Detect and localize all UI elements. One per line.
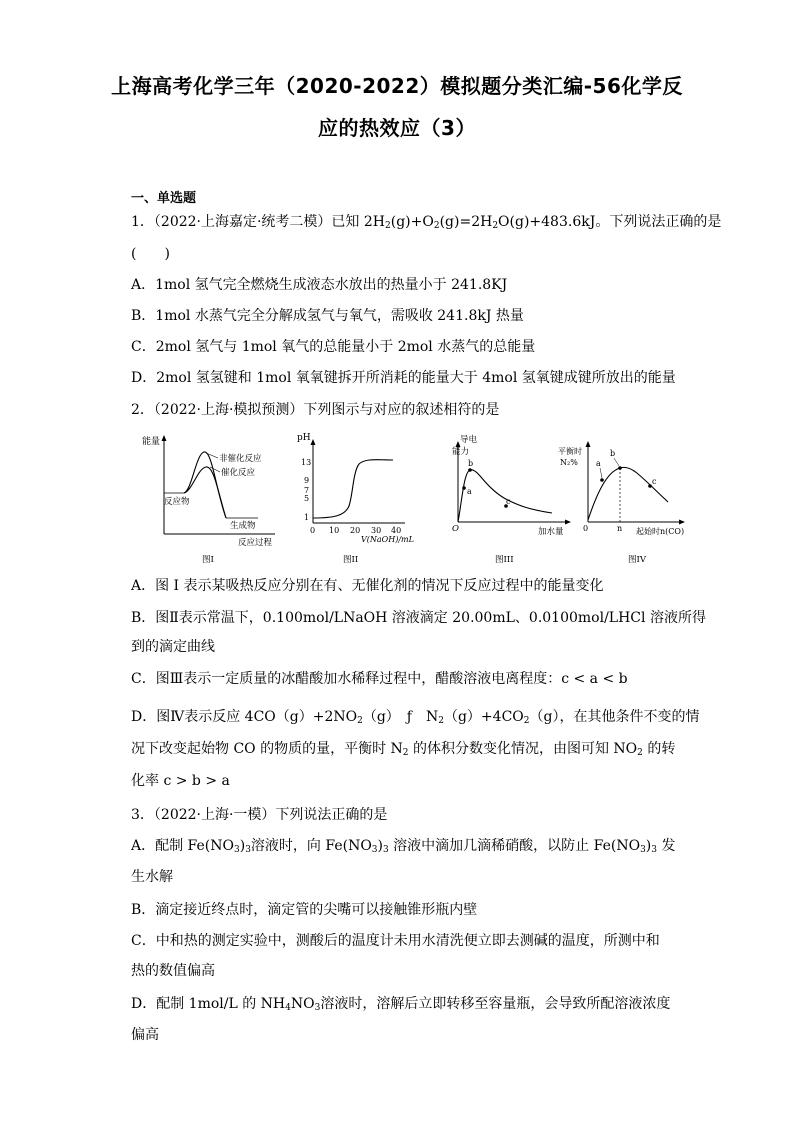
fig4-ylabel2: N₂% [560,458,578,467]
fig2-caption: 图II [343,555,359,565]
figure-2 [293,430,423,569]
fig3-label-b: b [468,459,474,468]
fig1-cat-curve [184,467,226,518]
q2-option-a: A．图 I 表示某吸热反应分别在有、无催化剂的情况下反应过程中的能量变化 [131,578,604,594]
fig2-ytick-1: 1 [304,513,310,522]
fig4-label-a: a [596,459,601,468]
q1-option-b: B．1mol 水蒸气完全分解成氢气与氧气，需吸收 241.8kJ 热量 [131,308,524,324]
q3-option-c-line1: C．中和热的测定实验中，测酸后的温度计未用水清洗便立即去测碱的温度，所测中和 [131,933,660,949]
fig4-x-arrow [679,520,685,525]
fig2-xtick-10: 10 [329,526,340,535]
q1-option-a: A．1mol 氢气完全燃烧生成液态水放出的热量小于 241.8KJ [131,277,508,293]
fig4-b-leader [614,458,619,466]
fig4-caption: 图IV [628,555,646,565]
fig3-point-a [462,486,466,490]
fig3-conductivity-curve [458,470,552,522]
q2-option-b-line1: B．图Ⅱ表示常温下，0.100mol/LNaOH 溶液滴定 20.00mL、0.0100mol/LHCl 溶液所得 [131,610,706,626]
fig1-cat-label: 催化反应 [221,468,256,478]
fig4-label-b: b [610,449,616,458]
fig2-xtick-40: 40 [391,526,402,535]
fig3-point-b [468,468,472,472]
fig4-ylabel1: 平衡时 [558,447,582,456]
fig2-ytick-9: 9 [304,476,310,485]
fig4-label-c: c [652,477,657,486]
q2-option-c: C．图Ⅲ表示一定质量的冰醋酸加水稀释过程中，醋酸溶液电离程度：c < a < b [131,671,628,687]
fig4-y-arrow [586,441,591,447]
fig4-xlabel: 起始时n(CO) [636,527,685,536]
section-heading: 一、单选题 [131,191,197,206]
q1-answer-paren: ( ) [131,246,170,262]
fig1-noncat-leader [206,453,218,458]
page-title-line1: 上海高考化学三年（2020-2022）模拟题分类汇编-56化学反 [111,74,683,98]
fig3-label-a: a [467,487,472,496]
q1-option-c: C．2mol 氢气与 1mol 氧气的总能量小于 2mol 水蒸气的总能量 [131,339,536,355]
fig3-ylabel1: 导电 [460,435,478,445]
fig3-x-arrow [565,520,571,525]
fig2-xlabel: V(NaOH)/mL [361,535,414,544]
fig2-y-arrow [311,439,316,445]
fig2-xtick-0: 0 [310,526,316,535]
fig4-n-label: n [617,524,623,533]
fig4-point-a [600,478,604,482]
fig3-label-c: c [506,497,511,506]
q2-stem: 2．（2022·上海·模拟预测）下列图示与对应的叙述相符的是 [131,402,500,418]
fig1-product-label: 生成物 [230,521,256,531]
fig4-n2-curve [588,467,668,520]
fig2-xtick-30: 30 [371,526,382,535]
q3-option-d-line2: 偏高 [131,1027,159,1043]
q3-option-a-line1: A．配制 $Fe(NO_3)_3$溶液时，向 $Fe(NO_3)_3$ 溶液中滴加几滴稀硝酸，以防止 $Fe(NO_3)_3$ 发 [131,838,676,855]
fig3-xlabel: 加水量 [538,527,564,537]
fig2-ylabel: pH [297,433,311,443]
q1-option-d: D．2mol 氢氢键和 1mol 氧氧键拆开所消耗的能量大于 4mol 氢氧键成键所放出的能量 [131,370,676,386]
fig2-titration-curve [313,460,393,518]
q3-stem: 3．（2022·上海·一模）下列说法正确的是 [131,807,388,823]
q3-option-a-line2: 生水解 [131,869,173,885]
fig3-ylabel2: 能力 [452,447,470,457]
fig2-xtick-20: 20 [350,526,361,535]
fig4-a-leader [600,468,602,478]
fig1-noncat-label: 非催化反应 [219,454,262,464]
fig3-caption: 图III [495,555,514,565]
fig3-origin: O [452,524,459,534]
q2-option-d-line2: 况下改变起始物 CO 的物质的量，平衡时 $N_2$ 的体积分数变化情况，由图可知 $NO_2$ 的转 [131,741,676,758]
fig1-y-arrow [162,435,167,441]
page-title-line2: 应的热效应（3） [318,116,476,140]
fig2-ytick-7: 7 [304,486,310,495]
fig2-ytick-5: 5 [304,494,310,503]
q3-option-d-line1: D．配制 1mol/L 的 $NH_4NO_3$溶液时，溶解后立即转移至容量瓶，会导致所配溶液浓度 [131,996,671,1013]
figure-4 [558,430,688,569]
fig1-ylabel: 能量 [142,437,161,447]
q2-option-d-line1: D．图Ⅳ表示反应 $4CO(g)+2NO_2(g)$ ƒ $N_2(g)+4CO_2(g)$，在其他条件不变的情 [131,709,700,726]
fig1-xlabel: 反应过程 [238,538,273,548]
q3-option-c-line2: 热的数值偏高 [131,963,215,979]
q2-option-d-line3: 化率 c > b > a [131,773,230,789]
fig1-caption: 图I [202,555,214,565]
q3-option-b: B．滴定接近终点时，滴定管的尖嘴可以接触锥形瓶内壁 [131,902,478,918]
figure-1 [140,430,280,569]
fig1-reactant-label: 反应物 [164,497,190,507]
q2-option-b-line2: 到的滴定曲线 [131,639,215,655]
fig4-point-b [618,466,622,470]
q1-stem: 1．（2022·上海嘉定·统考二模）已知 $2H_2(g)+O_2(g)=2H_2O(g)+483.6kJ$。下列说法正确的是 [131,214,722,231]
fig4-origin: 0 [583,524,589,533]
fig2-ytick-13: 13 [301,458,312,467]
